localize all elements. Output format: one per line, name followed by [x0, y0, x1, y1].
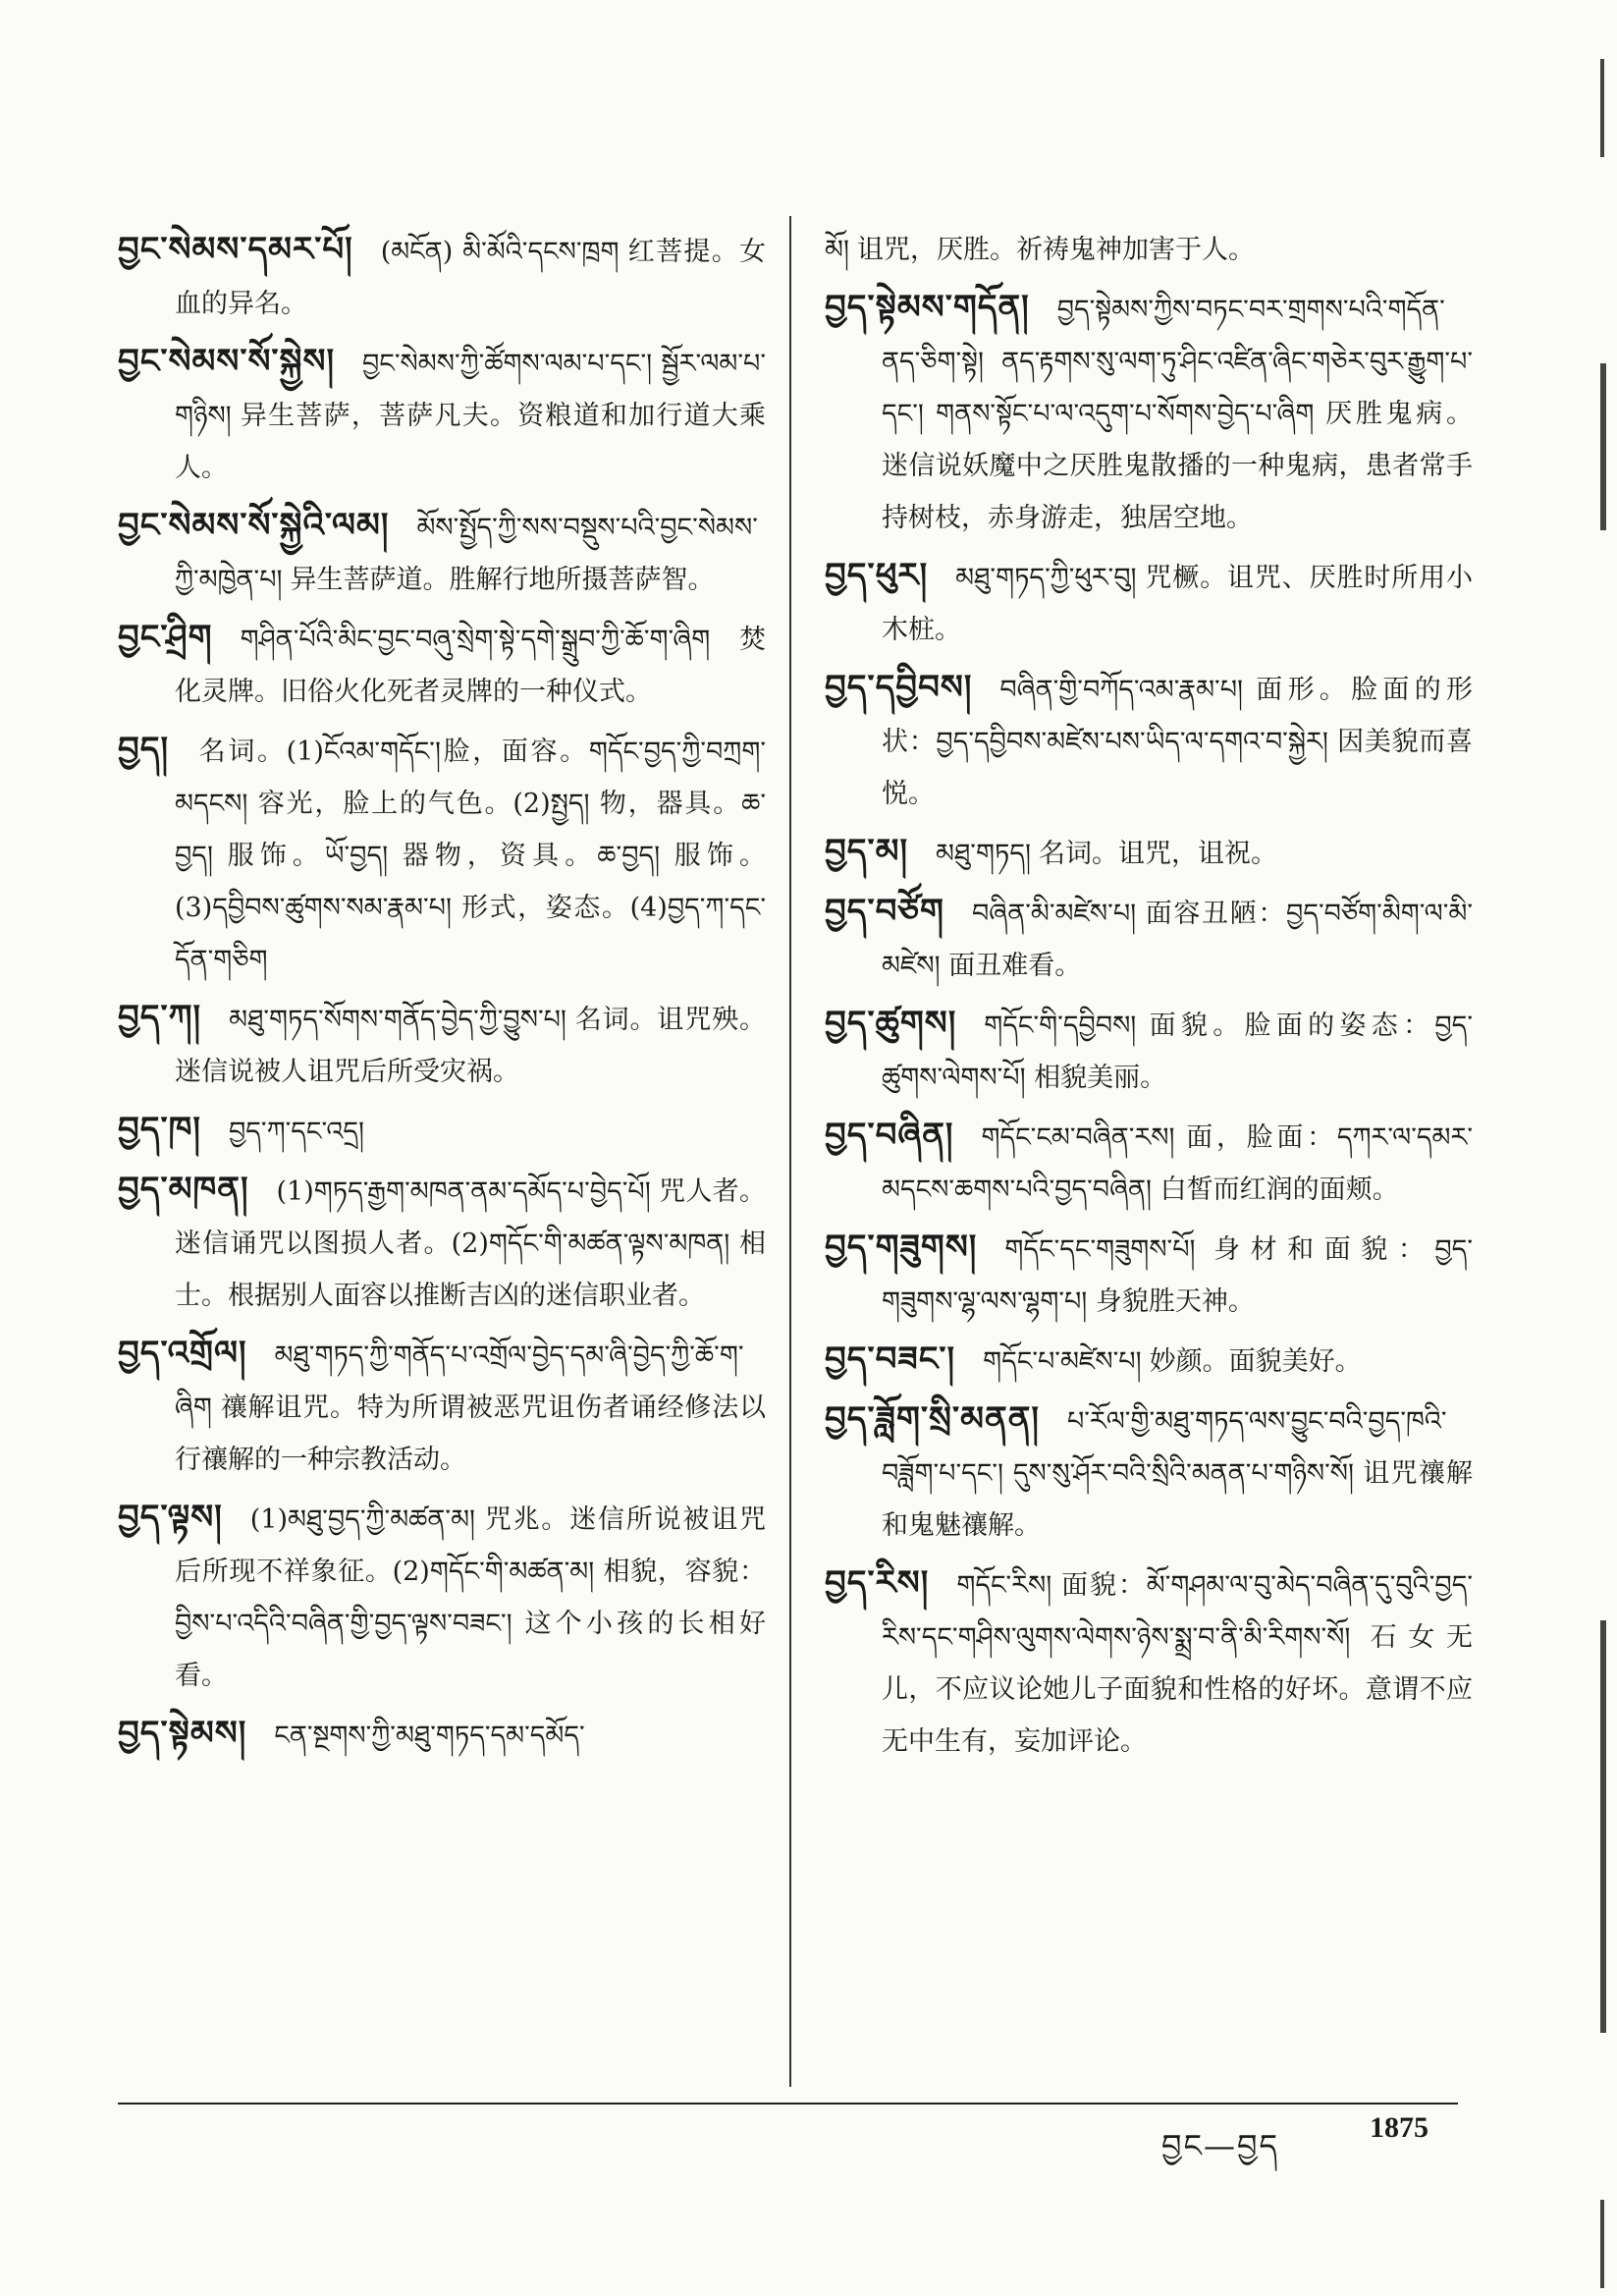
entry-tibetan-definition: མཐུ་གཏད། — [936, 839, 1031, 869]
dictionary-entry — [118, 1708, 766, 1762]
dictionary-entry — [825, 1222, 1473, 1328]
edge-mark — [1600, 59, 1604, 157]
dictionary-entry — [118, 1164, 766, 1322]
entry-headword: བྱད་གཟུགས། — [825, 1228, 978, 1267]
dictionary-entry — [825, 550, 1473, 656]
entry-headword: བྱང་ཤྲིག — [118, 618, 213, 657]
entry-chinese-definition: 面貌。脸面的姿态：བྱད་ཚུགས་ལེགས་པོ། 相貌美丽。 — [882, 1011, 1473, 1093]
dictionary-entry — [118, 724, 766, 986]
entry-chinese-definition: 咒橛。诅咒、厌胜时所用小木桩。 — [882, 563, 1473, 645]
entry-tibetan-definition: གདོང་ངམ་བཞིན་རས། — [981, 1122, 1175, 1153]
dictionary-entry — [825, 1110, 1473, 1216]
edge-mark — [1600, 363, 1606, 530]
entry-tibetan-definition: བཞིན་གྱི་བཀོད་འམ་རྣམ་པ། — [999, 675, 1243, 705]
entry-chinese-definition: 咒兆。迷信所说被诅咒后所现不祥象征。(2)གདོང་གི་མཚན་མ། 相貌，容貌：བྱིས་པ་འདིའི་བཞིན་གྱི་བྱད་ལྟས་བཟང་། 这个小孩的长相好看。 — [175, 1504, 766, 1691]
dictionary-entry — [825, 1334, 1473, 1388]
dictionary-entry — [825, 826, 1473, 880]
entry-headword: བྱད་དབྱིབས། — [825, 668, 973, 707]
dictionary-entry — [118, 1492, 766, 1702]
right-column — [825, 224, 1473, 1774]
entry-tibetan-definition: (མངོན) མི་མོའི་དངས་ཁྲག — [380, 237, 620, 267]
dictionary-entry — [118, 1104, 766, 1158]
column-divider — [789, 216, 791, 2087]
entry-chinese-definition: 面形。脸面的形状：བྱད་དབྱིབས་མཛེས་པས་ཡིད་ལ་དགའ་བ་སྐྱེར། 因美貌而喜悦。 — [882, 675, 1473, 809]
entry-chinese-definition: 禳解诅咒。特为所谓被恶咒诅伤者诵经修法以行禳解的一种宗教活动。 — [175, 1393, 766, 1475]
dictionary-entry — [825, 282, 1473, 544]
edge-mark — [1600, 2200, 1604, 2288]
entry-tibetan-definition: གདོང་རིས། — [956, 1570, 1052, 1601]
entry-chinese-definition: 面貌：མོ་གཤམ་ལ་བུ་མེད་བཞིན་དུ་བུའི་བྱད་རིས་དང་གཤིས་ལུགས་ལེགས་ཉེས་སྨྲ་བ་ནི་མི་རིགས་སོ། 石女无儿，不应议论她儿子面貌和性格的好坏。意谓不应无中生有，妄加评论。 — [882, 1570, 1473, 1757]
dictionary-entry — [825, 224, 1473, 276]
entry-tibetan-definition: བཞིན་མི་མཛེས་པ། — [971, 899, 1137, 929]
entry-chinese-definition: 名词。诅咒殃。迷信说被人诅咒后所受灾祸。 — [175, 1005, 766, 1087]
entry-chinese-definition: 名词。诅咒，诅祝。 — [1038, 839, 1277, 869]
entry-chinese-definition: 面容丑陋：བྱད་བཙོག་མིག་ལ་མི་མཛེས། 面丑难看。 — [882, 899, 1473, 981]
dictionary-entry — [118, 612, 766, 718]
entry-headword: བྱད་ཁ། — [118, 1110, 201, 1149]
entry-tibetan-definition: བྱད་སྟེམས་ཀྱིས་བཏང་བར་གྲགས་པའི་གདོན་ནད་ཅིག་སྟེ། ནད་རྟགས་སུ་ལག་ཏུ་ཤིང་འཛིན་ཞིང་གཅེར་བུར་རྒྱུག་པ་དང་། གནས་སྟོང་པ་ལ་འདུག་པ་སོགས་བྱེད་པ་ཞིག — [882, 295, 1473, 429]
entry-chinese-definition: 面，脸面：དཀར་ལ་དམར་མདངས་ཆགས་པའི་བྱད་བཞིན། 白皙而红润的面颊。 — [882, 1122, 1473, 1205]
dictionary-entry — [118, 992, 766, 1098]
entry-chinese-definition: 妙颜。面貌美好。 — [1149, 1346, 1362, 1377]
entry-tibetan-definition: མོ། — [825, 235, 849, 265]
entry-headword: བྱད་ཚུགས། — [825, 1004, 957, 1043]
entry-headword: བྱད་བཙོག — [825, 892, 944, 931]
entry-headword: བྱད་ཟློག་སྲི་མནན། — [825, 1399, 1040, 1439]
entry-headword: བྱད། — [118, 730, 170, 769]
entry-tibetan-definition: མོས་སྤྱོད་ཀྱི་སས་བསྡུས་པའི་བྱང་སེམས་ཀྱི་མཁྱེན་པ། — [175, 513, 758, 595]
entry-headword: བྱད་ཀ། — [118, 998, 202, 1037]
dictionary-entry — [825, 998, 1473, 1104]
left-column — [118, 224, 766, 1768]
entry-tibetan-definition: བྱང་སེམས་ཀྱི་ཚོགས་ལམ་པ་དང་། སྦྱོར་ལམ་པ་གཉིས། — [175, 349, 766, 431]
entry-headword: བྱད་རིས། — [825, 1563, 930, 1603]
entry-tibetan-definition: གཤིན་པོའི་མིང་བྱང་བཞུ་སྲེག་སྟེ་དགེ་སྒྲུབ་ཀྱི་ཆོ་ག་ཞིག — [240, 625, 711, 655]
entry-chinese-definition: 异生菩萨道。胜解行地所摄菩萨智。 — [290, 565, 715, 595]
entry-chinese-definition: 名词。(1)ངོའམ་གདོང་།脸，面容。གདོང་བྱད་ཀྱི་བཀྲག་མདངས། 容光，脸上的气色。(2)སྤྱད། 物，器具。ཆ་བྱད། 服饰。ཡོ་བྱད། 器物，资具。ཆ་བྱད། 服饰。(3)དབྱིབས་ཚུགས་སམ་རྣམ་པ། 形式，姿态。(4)བྱད་ཀ་དང་དོན་གཅིག — [175, 737, 766, 975]
edge-mark — [1600, 1620, 1606, 2033]
entry-chinese-definition: 身材和面貌：བྱད་གཟུགས་ལྷ་ལས་ལྷག་པ། 身貌胜天神。 — [882, 1234, 1473, 1317]
dictionary-entry — [118, 1328, 766, 1486]
entry-chinese-definition: 异生菩萨，菩萨凡夫。资粮道和加行道大乘人。 — [175, 401, 766, 483]
entry-headword: བྱད་སྟེམས། — [118, 1714, 247, 1753]
entry-tibetan-definition: མཐུ་གཏད་ཀྱི་གནོད་པ་འགྲོལ་བྱེད་དམ་ཞི་བྱེད་ཀྱི་ཆོ་ག་ཞིག — [175, 1340, 744, 1423]
entry-tibetan-definition: བྱད་ཀ་དང་འདྲ། — [228, 1117, 364, 1147]
entry-tibetan-definition: (1)མཐུ་བྱད་ཀྱི་མཚན་མ། — [249, 1504, 476, 1535]
entry-headword: བྱད་ལྟས། — [118, 1498, 223, 1537]
page-number: 1875 — [1370, 2111, 1428, 2144]
dictionary-entry — [825, 1394, 1473, 1552]
entry-tibetan-definition: (1)གཏད་རྒྱག་མཁན་ནམ་དམོད་པ་བྱེད་པོ། — [276, 1176, 651, 1207]
entry-headword: བྱད་འགྲོལ། — [118, 1334, 247, 1373]
footer-rule — [118, 2103, 1458, 2105]
entry-headword: བྱད་བཟང་། — [825, 1339, 956, 1379]
dictionary-entry — [118, 224, 766, 330]
dictionary-entry — [118, 336, 766, 494]
entry-tibetan-definition: གདོང་གི་དབྱིབས། — [984, 1011, 1137, 1041]
entry-headword: བྱད་མ། — [825, 832, 909, 871]
entry-headword: བྱད་མཁན། — [118, 1170, 249, 1209]
entry-headword: བྱད་སྟེམས་གདོན། — [825, 288, 1030, 327]
entry-headword: བྱང་སེམས་སོ་སྐྱེའི་ལམ། — [118, 506, 390, 545]
running-head: བྱང—བྱད — [1161, 2127, 1280, 2164]
entry-headword: བྱང་སེམས་དམར་པོ། — [118, 230, 353, 269]
entry-chinese-definition: 诅咒禳解和鬼魅禳解。 — [882, 1458, 1474, 1541]
entry-tibetan-definition: པ་རོལ་གྱི་མཐུ་གཏད་ལས་བྱུང་བའི་བྱད་ཁའི་བཟློག་པ་དང་། དུས་སུ་ཤོར་བའི་སྲིའི་མནན་པ་གཉིས་སོ། — [882, 1406, 1447, 1489]
entry-tibetan-definition: གདོང་པ་མཛེས་པ། — [983, 1346, 1142, 1377]
entry-chinese-definition: 红菩提。女血的异名。 — [175, 237, 767, 319]
entry-headword: བྱད་བཞིན། — [825, 1116, 954, 1155]
dictionary-entry — [118, 500, 766, 606]
entry-chinese-definition: 厌胜鬼病。迷信说妖魔中之厌胜鬼散播的一种鬼病，患者常手持树枝，赤身游走，独居空地。 — [882, 399, 1474, 533]
entry-chinese-definition: 诅咒，厌胜。祈祷鬼神加害于人。 — [856, 235, 1255, 265]
entry-tibetan-definition: མཐུ་གཏད་ཀྱི་ཕུར་བུ། — [955, 563, 1137, 593]
entry-chinese-definition: 焚化灵牌。旧俗火化死者灵牌的一种仪式。 — [175, 625, 766, 707]
entry-tibetan-definition: མཐུ་གཏད་སོགས་གནོད་བྱེད་ཀྱི་བྱུས་པ། — [229, 1005, 566, 1035]
entry-tibetan-definition: ངན་སྔགས་ཀྱི་མཐུ་གཏད་དམ་དམོད་ — [274, 1721, 585, 1751]
dictionary-entry — [825, 1558, 1473, 1768]
dictionary-entry — [825, 886, 1473, 992]
entry-chinese-definition: 咒人者。迷信诵咒以图损人者。(2)གདོང་གི་མཚན་ལྟས་མཁན། 相士。根据别人面容以推断吉凶的迷信职业者。 — [175, 1176, 766, 1311]
entry-tibetan-definition: གདོང་དང་གཟུགས་པོ། — [1004, 1234, 1196, 1265]
entry-headword: བྱད་ཕུར། — [825, 556, 929, 595]
entry-headword: བྱང་སེམས་སོ་སྐྱེས། — [118, 342, 335, 381]
dictionary-entry — [825, 662, 1473, 820]
